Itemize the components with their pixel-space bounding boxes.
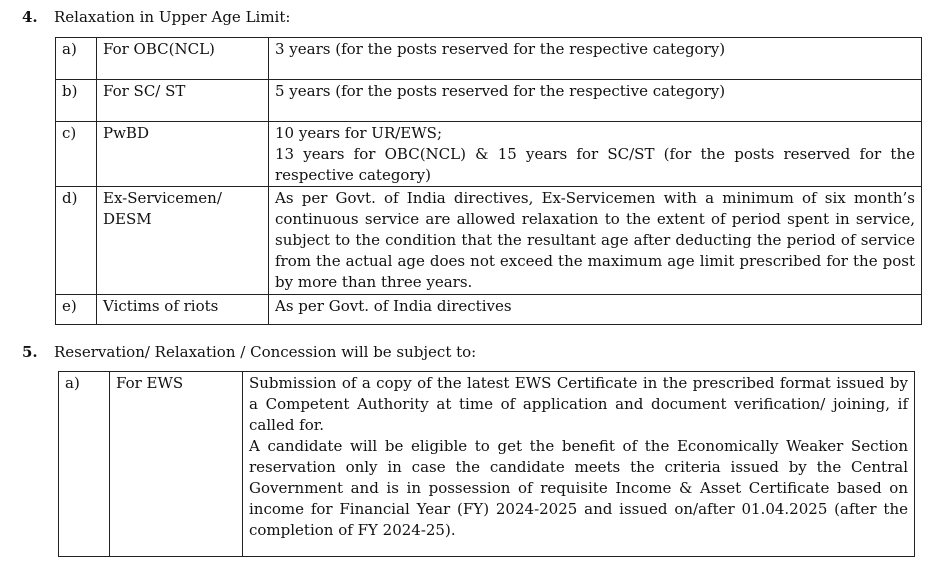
row-description (269, 38, 922, 80)
reservation-table (58, 371, 915, 557)
age-relaxation-table (55, 37, 922, 325)
description-line: 3 years (for the posts reserved for the respective category) (275, 40, 726, 58)
description-line: A candidate will be eligible to get the benefit of the Economically Weaker Section reservation only in case the candidate meets the criteria issued by the Central Government and is in possession of requisite Income & Asset Certificate based on income for Financial Year (FY) 2024-2025 and issued on/after 01.04.2025 (after the completion of FY 2024-25). (249, 437, 908, 539)
row-label: e) (56, 295, 97, 325)
table-row (56, 295, 922, 325)
row-label: a) (56, 38, 97, 80)
row-label: a) (59, 372, 110, 557)
description-line: Submission of a copy of the latest EWS Certificate in the prescribed format issued by a Competent Authority at time of application and document verification/ joining, if called for. (249, 374, 908, 434)
row-description (269, 80, 922, 122)
section-4-number: 4. (22, 8, 38, 26)
row-category: For EWS (110, 372, 243, 557)
row-category: Ex-Servicemen/ DESM (97, 187, 269, 295)
table-row (59, 372, 915, 557)
description-line: 13 years for OBC(NCL) & 15 years for SC/ST (for the posts reserved for the respective category) (275, 145, 915, 184)
row-label: c) (56, 122, 97, 187)
table-row (56, 38, 922, 80)
row-description (243, 372, 915, 557)
section-4-title: Relaxation in Upper Age Limit: (54, 8, 291, 26)
description-line: As per Govt. of India directives (275, 297, 512, 315)
description-line: 10 years for UR/EWS; (275, 124, 442, 142)
row-category: PwBD (97, 122, 269, 187)
row-description (269, 122, 922, 187)
section-5-title: Reservation/ Relaxation / Concession will be subject to: (54, 343, 477, 361)
row-description (269, 295, 922, 325)
row-category: Victims of riots (97, 295, 269, 325)
row-category: For OBC(NCL) (97, 38, 269, 80)
row-description (269, 187, 922, 295)
description-line: As per Govt. of India directives, Ex-Servicemen with a minimum of six month’s continuous service are allowed relaxation to the extent of period spent in service, subject to the condition that the resultant age after deducting the period of service from the actual age does not exceed the maximum age limit prescribed for the post by more than three years. (275, 189, 915, 291)
table-row (56, 122, 922, 187)
table-row (56, 80, 922, 122)
table-row (56, 187, 922, 295)
section-5-number: 5. (22, 343, 38, 361)
section-5-heading (22, 342, 476, 363)
row-category: For SC/ ST (97, 80, 269, 122)
section-4-heading (22, 7, 290, 28)
row-label: b) (56, 80, 97, 122)
row-label: d) (56, 187, 97, 295)
description-line: 5 years (for the posts reserved for the respective category) (275, 82, 726, 100)
